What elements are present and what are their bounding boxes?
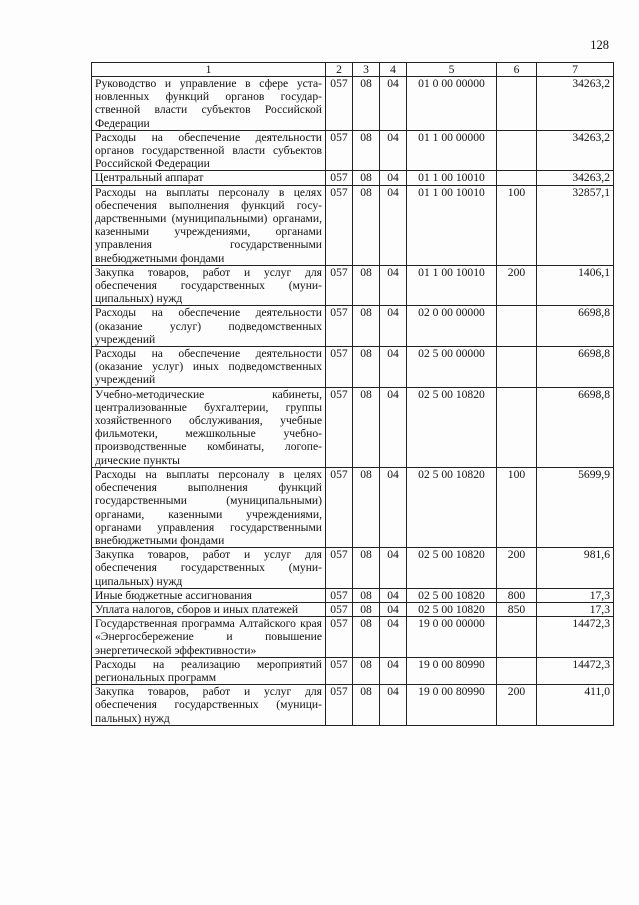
target-article-cell: 01 1 00 00000 <box>407 130 497 171</box>
subsection-code-cell: 04 <box>380 347 407 388</box>
expense-type-cell: 100 <box>497 185 537 265</box>
ministry-code-cell: 057 <box>326 588 353 602</box>
ministry-code-cell: 057 <box>326 171 353 185</box>
section-code-cell: 08 <box>353 171 380 185</box>
section-code-cell: 08 <box>353 588 380 602</box>
expense-type-cell <box>497 171 537 185</box>
table-row <box>92 602 614 616</box>
row-name-cell: Уплата налогов, сборов и иных платежей <box>92 602 326 616</box>
page-number: 128 <box>590 38 609 52</box>
table-row <box>92 265 614 306</box>
table-row <box>92 657 614 684</box>
ministry-code-cell: 057 <box>326 657 353 684</box>
section-code-cell: 08 <box>353 685 380 726</box>
header-cell: 2 <box>326 63 353 77</box>
amount-cell: 6698,8 <box>537 306 614 347</box>
expense-type-cell <box>497 387 537 467</box>
expense-type-cell <box>497 347 537 388</box>
target-article-cell: 19 0 00 80990 <box>407 657 497 684</box>
row-name-cell: Расходы на обеспечение деятельности органов государственной власти субъектов Российской Федерации <box>92 130 326 171</box>
table-row <box>92 548 614 589</box>
subsection-code-cell: 04 <box>380 617 407 658</box>
amount-cell: 34263,2 <box>537 130 614 171</box>
expense-type-cell <box>497 657 537 684</box>
subsection-code-cell: 04 <box>380 588 407 602</box>
header-cell: 3 <box>353 63 380 77</box>
section-code-cell: 08 <box>353 617 380 658</box>
table-row <box>92 306 614 347</box>
amount-cell: 6698,8 <box>537 347 614 388</box>
target-article-cell: 01 0 00 00000 <box>407 77 497 131</box>
target-article-cell: 19 0 00 00000 <box>407 617 497 658</box>
subsection-code-cell: 04 <box>380 467 407 547</box>
table-row <box>92 77 614 131</box>
expense-type-cell: 850 <box>497 602 537 616</box>
table-row <box>92 467 614 547</box>
amount-cell: 17,3 <box>537 588 614 602</box>
table-row <box>92 387 614 467</box>
header-cell: 4 <box>380 63 407 77</box>
table-row <box>92 130 614 171</box>
table-row <box>92 171 614 185</box>
target-article-cell: 02 5 00 10820 <box>407 387 497 467</box>
subsection-code-cell: 04 <box>380 130 407 171</box>
ministry-code-cell: 057 <box>326 130 353 171</box>
amount-cell: 14472,3 <box>537 657 614 684</box>
row-name-cell: Расходы на выплаты персоналу в целях обеспечения выполнения функций государственными (муниципальными) органами, казенными учреждениями, органами управления государственными внебюджетными фондами <box>92 185 326 265</box>
ministry-code-cell: 057 <box>326 265 353 306</box>
section-code-cell: 08 <box>353 306 380 347</box>
expense-type-cell: 100 <box>497 467 537 547</box>
subsection-code-cell: 04 <box>380 265 407 306</box>
ministry-code-cell: 057 <box>326 306 353 347</box>
row-name-cell: Закупка товаров, работ и услуг для обеспечения государственных (муниципальных) нужд <box>92 265 326 306</box>
subsection-code-cell: 04 <box>380 387 407 467</box>
subsection-code-cell: 04 <box>380 185 407 265</box>
section-code-cell: 08 <box>353 265 380 306</box>
subsection-code-cell: 04 <box>380 548 407 589</box>
amount-cell: 6698,8 <box>537 387 614 467</box>
table-row <box>92 685 614 726</box>
ministry-code-cell: 057 <box>326 347 353 388</box>
row-name-cell: Иные бюджетные ассигнования <box>92 588 326 602</box>
section-code-cell: 08 <box>353 77 380 131</box>
expense-type-cell <box>497 306 537 347</box>
header-cell: 5 <box>407 63 497 77</box>
ministry-code-cell: 057 <box>326 548 353 589</box>
table-row <box>92 185 614 265</box>
ministry-code-cell: 057 <box>326 77 353 131</box>
target-article-cell: 02 5 00 10820 <box>407 467 497 547</box>
row-name-cell: Расходы на выплаты персоналу в целях обеспечения выполнения функций государственными (муниципальными) органами, казенными учреждениями, органами управления государственными внебюджетными фондами <box>92 467 326 547</box>
amount-cell: 981,6 <box>537 548 614 589</box>
row-name-cell: Учебно-методические кабинеты, централизованные бухгалтерии, группы хозяйственного обслуживания, учебные фильмотеки, межшкольные учебнопроизводственные комбинаты, логопедические пункты <box>92 387 326 467</box>
target-article-cell: 19 0 00 80990 <box>407 685 497 726</box>
subsection-code-cell: 04 <box>380 171 407 185</box>
header-cell: 1 <box>92 63 326 77</box>
target-article-cell: 01 1 00 10010 <box>407 171 497 185</box>
target-article-cell: 02 5 00 10820 <box>407 548 497 589</box>
ministry-code-cell: 057 <box>326 185 353 265</box>
amount-cell: 1406,1 <box>537 265 614 306</box>
row-name-cell: Расходы на обеспечение деятельности (оказание услуг) иных подведомственных учреждений <box>92 347 326 388</box>
target-article-cell: 01 1 00 10010 <box>407 185 497 265</box>
ministry-code-cell: 057 <box>326 602 353 616</box>
table-row <box>92 617 614 658</box>
row-name-cell: Центральный аппарат <box>92 171 326 185</box>
section-code-cell: 08 <box>353 185 380 265</box>
target-article-cell: 02 5 00 10820 <box>407 588 497 602</box>
amount-cell: 34263,2 <box>537 77 614 131</box>
row-name-cell: Закупка товаров, работ и услуг для обеспечения государственных (муниципальных) нужд <box>92 548 326 589</box>
row-name-cell: Государственная программа Алтайского края «Энергосбережение и повышение энергетической эффективности» <box>92 617 326 658</box>
expense-type-cell: 800 <box>497 588 537 602</box>
target-article-cell: 02 5 00 00000 <box>407 347 497 388</box>
subsection-code-cell: 04 <box>380 77 407 131</box>
table-row <box>92 588 614 602</box>
table-header-row <box>92 63 614 77</box>
expense-type-cell: 200 <box>497 265 537 306</box>
expense-type-cell: 200 <box>497 685 537 726</box>
subsection-code-cell: 04 <box>380 306 407 347</box>
header-cell: 7 <box>537 63 614 77</box>
row-name-cell: Закупка товаров, работ и услуг для обеспечения государственных (муниципальных) нужд <box>92 685 326 726</box>
header-cell: 6 <box>497 63 537 77</box>
row-name-cell: Расходы на обеспечение деятельности (оказание услуг) подведомственных учреждений <box>92 306 326 347</box>
ministry-code-cell: 057 <box>326 617 353 658</box>
subsection-code-cell: 04 <box>380 685 407 726</box>
expense-type-cell <box>497 617 537 658</box>
budget-table <box>91 62 614 726</box>
amount-cell: 17,3 <box>537 602 614 616</box>
ministry-code-cell: 057 <box>326 685 353 726</box>
subsection-code-cell: 04 <box>380 657 407 684</box>
target-article-cell: 01 1 00 10010 <box>407 265 497 306</box>
expense-type-cell <box>497 77 537 131</box>
section-code-cell: 08 <box>353 130 380 171</box>
section-code-cell: 08 <box>353 548 380 589</box>
amount-cell: 32857,1 <box>537 185 614 265</box>
section-code-cell: 08 <box>353 347 380 388</box>
expense-type-cell <box>497 130 537 171</box>
target-article-cell: 02 0 00 00000 <box>407 306 497 347</box>
amount-cell: 5699,9 <box>537 467 614 547</box>
section-code-cell: 08 <box>353 657 380 684</box>
section-code-cell: 08 <box>353 387 380 467</box>
section-code-cell: 08 <box>353 602 380 616</box>
section-code-cell: 08 <box>353 467 380 547</box>
target-article-cell: 02 5 00 10820 <box>407 602 497 616</box>
ministry-code-cell: 057 <box>326 387 353 467</box>
amount-cell: 411,0 <box>537 685 614 726</box>
row-name-cell: Расходы на реализацию мероприятий региональных программ <box>92 657 326 684</box>
amount-cell: 34263,2 <box>537 171 614 185</box>
subsection-code-cell: 04 <box>380 602 407 616</box>
ministry-code-cell: 057 <box>326 467 353 547</box>
table-row <box>92 347 614 388</box>
expense-type-cell: 200 <box>497 548 537 589</box>
amount-cell: 14472,3 <box>537 617 614 658</box>
row-name-cell: Руководство и управление в сфере установленных функций органов государственной власти субъектов Российской Федерации <box>92 77 326 131</box>
